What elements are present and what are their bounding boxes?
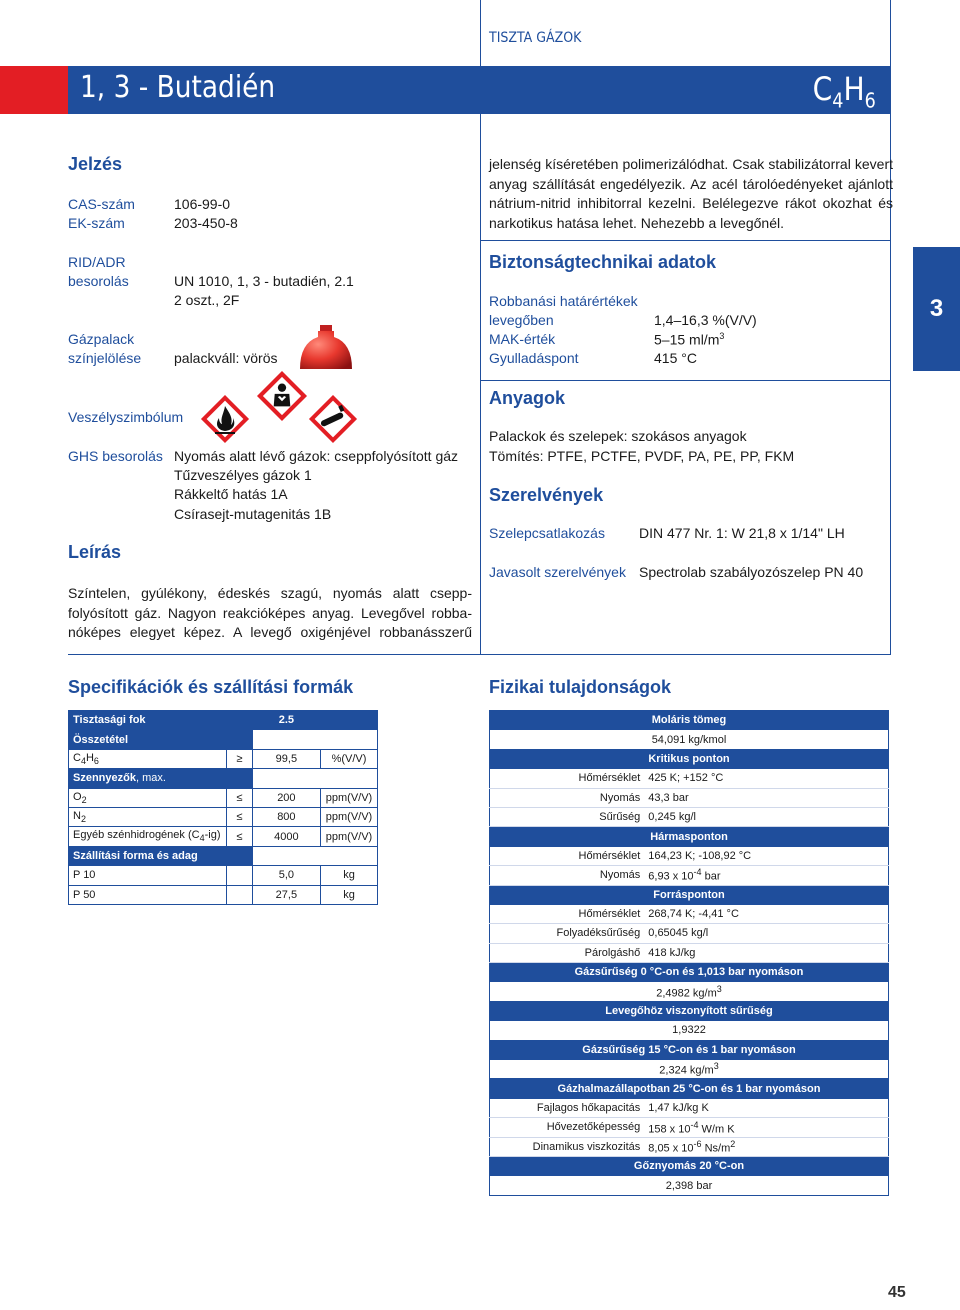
visc-val: 8,05 x 10 — [648, 1142, 694, 1155]
table-row — [490, 769, 889, 788]
ghs-value-3: Rákkeltő hatás 1A — [174, 486, 288, 502]
leiras-line-2: folyósított gáz. Nagyon reakcióképes anyag. Levegővel robba- — [68, 604, 472, 621]
table-row — [69, 788, 378, 807]
thermal-sup: -4 — [690, 1119, 699, 1130]
side-tab-number: 3 — [929, 295, 944, 322]
gas15-sup: 3 — [713, 1061, 719, 1072]
anyagok-line-2: Tömítés: PTFE, PCTFE, PVDF, PA, PE, PP, FKM — [489, 448, 795, 464]
prop-key: Hővezetőképesség — [490, 1118, 645, 1137]
impurity-value: 800 — [252, 807, 320, 826]
table-row — [490, 904, 889, 923]
table-row — [490, 924, 889, 943]
formula-h-sub: 6 — [864, 88, 876, 113]
gaz-label-2: színjelölése — [68, 350, 142, 366]
comp-c-sub: 4 — [80, 756, 86, 767]
table-row — [490, 827, 889, 846]
table-row — [490, 982, 889, 1001]
imp-hc-tail: -ig) — [204, 829, 221, 842]
page-number: 45 — [888, 1284, 906, 1301]
comp-unit: %(V/V) — [321, 749, 378, 768]
table-row — [490, 807, 889, 826]
formula-c: C — [812, 70, 833, 108]
delivery-value: 27,5 — [252, 885, 320, 904]
boil-header: Forrásponton — [490, 885, 889, 904]
gas-density-value — [490, 982, 889, 1001]
biztonsag-row-2-value — [654, 331, 724, 348]
ek-value: 203-450-8 — [174, 215, 238, 231]
gaz-label-1: Gázpalack — [68, 331, 135, 347]
leiras-continued — [489, 155, 893, 233]
triple-p-sup: -4 — [693, 867, 702, 878]
prop-key: Nyomás — [490, 866, 645, 885]
table-row — [69, 749, 378, 768]
rid-value-2: 2 oszt., 2F — [174, 292, 240, 308]
prop-value — [644, 866, 888, 885]
health-hazard-icon — [256, 370, 308, 422]
formula — [813, 70, 876, 112]
table-row — [69, 807, 378, 826]
prop-value: 0,245 kg/l — [644, 807, 888, 826]
table-row — [69, 846, 378, 865]
impurity-name — [69, 827, 227, 846]
prop-value: 425 K; +152 °C — [644, 769, 888, 788]
anyagok-line-1: Palackok és szelepek: szokásos anyagok — [489, 428, 747, 444]
gas15-value — [490, 1060, 889, 1079]
table-row — [490, 1098, 889, 1117]
prop-key: Nyomás — [490, 788, 645, 807]
biztonsag-heading: Biztonságtechnikai adatok — [489, 252, 717, 272]
impurity-name — [69, 788, 227, 807]
spec-heading: Specifikációk és szállítási formák — [68, 677, 354, 697]
ghs-value-4: Csírasejt-mutagenitás 1B — [174, 506, 332, 522]
ghs-value-1: Nyomás alatt lévő gázok: cseppfolyósított gáz — [174, 448, 459, 464]
molar-value: 54,091 kg/kmol — [490, 730, 889, 749]
crit-header: Kritikus ponton — [490, 749, 889, 768]
comp-value: 99,5 — [252, 749, 320, 768]
table-row — [490, 885, 889, 904]
biztonsag-row-1-label: levegőben — [489, 312, 554, 328]
phys-table — [489, 710, 889, 1196]
table-row — [69, 885, 378, 904]
table-row — [490, 1021, 889, 1040]
impurity-name — [69, 807, 227, 826]
prop-key: Párolgáshő — [490, 943, 645, 962]
title-accent — [0, 66, 68, 114]
visc-sup: -6 — [693, 1138, 702, 1149]
ek-label: EK-szám — [68, 215, 125, 231]
triple-header: Hármasponton — [490, 827, 889, 846]
visc-sup2: 2 — [730, 1138, 736, 1149]
triple-p-val: 6,93 x 10 — [648, 871, 694, 884]
spec-table — [68, 710, 378, 905]
impurity-label-suffix: , max. — [135, 772, 166, 785]
szerelvenyek-row-1-value: DIN 477 Nr. 1: W 21,8 x 1/14" LH — [639, 525, 845, 541]
category-label: TISZTA GÁZOK — [489, 30, 582, 46]
table-row — [490, 963, 889, 982]
comp-op: ≥ — [226, 749, 252, 768]
imp-o-sub: 2 — [81, 794, 87, 805]
table-row — [490, 711, 889, 730]
leiras-line-3: nóképes elegyet képez. A levegő oxigénjével robbanásszerű — [68, 624, 472, 640]
biztonsag-sub: Robbanási határértékek — [489, 293, 638, 309]
biztonsag-row-1-value: 1,4–16,3 %(V/V) — [654, 312, 757, 328]
szerelvenyek-row-1-label: Szelepcsatlakozás — [489, 525, 605, 541]
table-row — [69, 866, 378, 885]
impurity-unit: ppm(V/V) — [321, 807, 378, 826]
delivery-name: P 10 — [69, 866, 227, 885]
comp-h-sub: 6 — [93, 756, 99, 767]
gas-density-sup: 3 — [716, 983, 722, 994]
prop-value: 164,23 K; -108,92 °C — [644, 846, 888, 865]
comp-c: C — [73, 751, 81, 764]
table-row — [490, 749, 889, 768]
table-row — [490, 846, 889, 865]
table-row — [490, 1079, 889, 1098]
gasphase-header: Gázhalmazállapotban 25 °C-on és 1 bar nyomáson — [490, 1079, 889, 1098]
prop-key: Folyadéksűrűség — [490, 924, 645, 943]
szerelvenyek-heading: Szerelvények — [489, 485, 604, 505]
rel-density-value: 1,9322 — [490, 1021, 889, 1040]
leiras-text — [68, 584, 472, 643]
anyagok-heading: Anyagok — [489, 388, 566, 408]
table-row — [69, 730, 378, 749]
table-row — [490, 866, 889, 885]
table-row — [69, 769, 378, 788]
delivery-unit: kg — [321, 866, 378, 885]
formula-h: H — [843, 70, 865, 108]
szerelvenyek-row-2-label: Javasolt szerelvények — [489, 564, 626, 580]
imp-n: N — [73, 810, 81, 823]
triple-p-tail: bar — [701, 871, 721, 884]
cylinder-shoulder-icon — [298, 323, 354, 371]
bottom-divider — [68, 654, 890, 655]
table-row — [490, 943, 889, 962]
vapor-value: 2,398 bar — [490, 1176, 889, 1195]
impurity-unit: ppm(V/V) — [321, 827, 378, 846]
leiras-cont-line-3: nátrium-nitrid inhibitorral kezelni. Belélegezve rákot okozhat és — [489, 195, 893, 211]
impurity-value: 200 — [252, 788, 320, 807]
szerelvenyek-row-2-value: Spectrolab szabályozószelep PN 40 — [639, 564, 864, 580]
visc-tail: Ns/m — [701, 1142, 731, 1155]
table-row — [490, 1156, 889, 1175]
flame-hazard-icon — [200, 394, 250, 444]
ghs-label: GHS besorolás — [68, 448, 163, 464]
molar-header: Moláris tömeg — [490, 711, 889, 730]
symbol-label: Veszélyszimbólum — [68, 409, 184, 425]
formula-c-sub: 4 — [832, 88, 844, 113]
comp-h: H — [85, 751, 94, 764]
prop-value — [644, 1137, 888, 1156]
table-row — [69, 711, 378, 730]
prop-value: 268,74 K; -4,41 °C — [644, 904, 888, 923]
delivery-name: P 50 — [69, 885, 227, 904]
delivery-label: Szállítási forma és adag — [69, 846, 253, 865]
leiras-cont-line-4: narkotikus hatása lehet. Nehezebb a levegőnél. — [489, 214, 784, 231]
biztonsag-rule — [480, 240, 890, 241]
rid-value-1: UN 1010, 1, 3 - butadién, 2.1 — [174, 273, 354, 289]
imp-hc-sub: 4 — [199, 833, 205, 844]
impurity-op: ≤ — [226, 788, 252, 807]
leiras-cont-line-2: anyag szállítását engedélyezik. Az acél tárolóedényeket ajánlott — [489, 175, 893, 192]
right-frame-line — [890, 0, 891, 655]
table-row — [490, 1060, 889, 1079]
side-tab — [913, 247, 960, 371]
impurity-label-bold: Szennyezők — [73, 772, 136, 785]
gas-density-header: Gázsűrűség 0 °C-on és 1,013 bar nyomáson — [490, 963, 889, 982]
leiras-heading: Leírás — [68, 542, 122, 562]
impurity-label — [69, 769, 253, 788]
comp-name — [69, 749, 227, 768]
page-title: 1, 3 - Butadién — [80, 70, 276, 105]
table-row — [490, 1040, 889, 1059]
delivery-unit: kg — [321, 885, 378, 904]
table-row — [490, 1176, 889, 1195]
mak-value: 5–15 ml/m — [654, 331, 720, 348]
imp-hc: Egyéb szénhidrogének (C — [73, 829, 200, 842]
table-row — [490, 1118, 889, 1137]
impurity-unit: ppm(V/V) — [321, 788, 378, 807]
table-row — [490, 1001, 889, 1020]
prop-key: Dinamikus viszkozitás — [490, 1137, 645, 1156]
prop-key: Fajlagos hőkapacitás — [490, 1098, 645, 1117]
prop-key: Sűrűség — [490, 807, 645, 826]
imp-n-sub: 2 — [80, 814, 86, 825]
thermal-tail: W/m K — [698, 1123, 735, 1136]
biztonsag-row-3-value: 415 °C — [654, 350, 697, 366]
impurity-op: ≤ — [226, 827, 252, 846]
prop-value: 43,3 bar — [644, 788, 888, 807]
table-row — [490, 1137, 889, 1156]
purity-value: 2.5 — [252, 711, 377, 730]
leiras-cont-line-1: jelenség kíséretében polimerizálódhat. Csak stabilizátorral kevert — [489, 156, 893, 172]
prop-value — [644, 1118, 888, 1137]
rid-label-1: RID/ADR — [68, 254, 126, 270]
table-row — [69, 827, 378, 846]
cas-value: 106-99-0 — [174, 196, 231, 212]
rel-density-header: Levegőhöz viszonyított sűrűség — [490, 1001, 889, 1020]
gas15-header: Gázsűrűség 15 °C-on és 1 bar nyomáson — [490, 1040, 889, 1059]
prop-value: 418 kJ/kg — [644, 943, 888, 962]
prop-key: Hőmérséklet — [490, 846, 645, 865]
prop-value: 1,47 kJ/kg K — [644, 1098, 888, 1117]
delivery-value: 5,0 — [252, 866, 320, 885]
rid-label-2: besorolás — [68, 273, 129, 289]
mak-sup: 3 — [719, 331, 725, 341]
gas15-val: 2,324 kg/m — [659, 1065, 714, 1078]
purity-label: Tisztasági fok — [69, 711, 253, 730]
biztonsag-row-3-label: Gyulladáspont — [489, 350, 579, 366]
jelzes-heading: Jelzés — [68, 154, 123, 174]
gas-cylinder-hazard-icon — [308, 394, 358, 444]
cas-label: CAS-szám — [68, 196, 135, 212]
thermal-val: 158 x 10 — [648, 1123, 691, 1136]
vapor-header: Gőznyomás 20 °C-on — [490, 1156, 889, 1175]
gaz-value: palackváll: vörös — [174, 350, 278, 366]
table-row — [490, 788, 889, 807]
prop-key: Hőmérséklet — [490, 769, 645, 788]
biztonsag-row-2-label: MAK-érték — [489, 331, 556, 347]
prop-value: 0,65045 kg/l — [644, 924, 888, 943]
impurity-value: 4000 — [252, 827, 320, 846]
imp-o: O — [73, 790, 82, 803]
anyagok-rule — [480, 380, 890, 381]
leiras-line-1: Színtelen, gyúlékony, édeskés szagú, nyomás alatt csepp- — [68, 585, 472, 601]
fizikai-heading: Fizikai tulajdonságok — [489, 677, 672, 697]
prop-key: Hőmérséklet — [490, 904, 645, 923]
ghs-value-2: Tűzveszélyes gázok 1 — [174, 467, 312, 483]
impurity-op: ≤ — [226, 807, 252, 826]
gas-density-val: 2,4982 kg/m — [656, 987, 717, 1000]
table-row — [490, 730, 889, 749]
composition-label: Összetétel — [69, 730, 253, 749]
